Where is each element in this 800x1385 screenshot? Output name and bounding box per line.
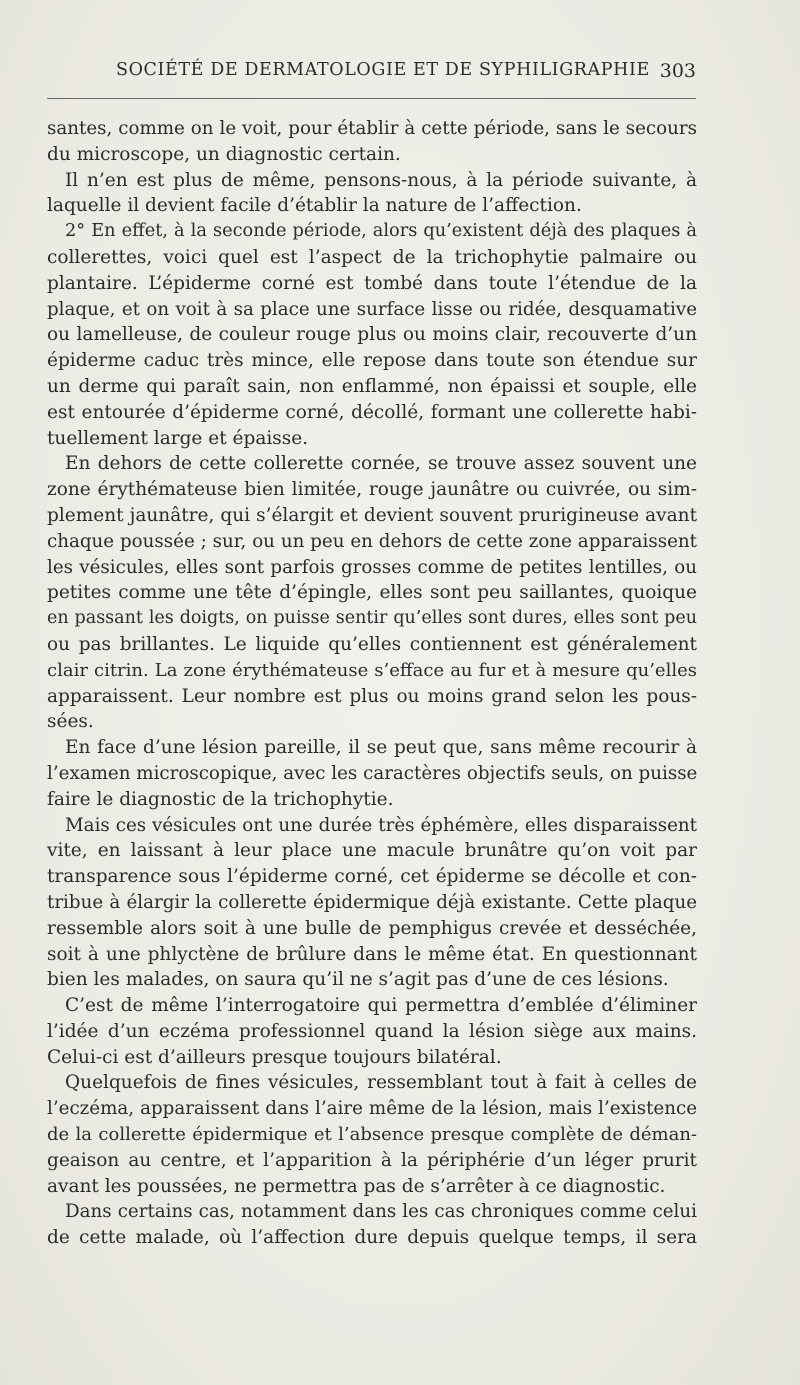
text-line: santes, comme on le voit, pour établir à cette période, sans le secours xyxy=(47,118,697,139)
text-line: plantaire. L’épiderme corné est tombé dans toute l’étendue de la xyxy=(47,272,697,294)
text-line: de cette malade, où l’affection dure depuis quelque temps, il sera xyxy=(47,1227,697,1249)
text-line: soit à une phlyctène de brûlure dans le même état. En questionnant xyxy=(47,943,697,965)
text-line: ou pas brillantes. Le liquide qu’elles contiennent est généralement xyxy=(47,633,697,655)
text-line: faire le diagnostic de la trichophytie. xyxy=(47,788,394,810)
text-line: est entourée d’épiderme corné, décollé, formant une collerette habi- xyxy=(47,401,697,423)
text-line: de la collerette épidermique et l’absence presque complète de déman- xyxy=(47,1124,697,1146)
text-line: apparaissent. Leur nombre est plus ou moins grand selon les pous- xyxy=(47,685,697,707)
text-line: Celui-ci est d’ailleurs presque toujours bilatéral. xyxy=(47,1046,502,1068)
header-rule xyxy=(47,98,696,99)
text-line: petites comme une tête d’épingle, elles sont peu saillantes, quoique xyxy=(47,582,697,604)
text-line: bien les malades, on saura qu’il ne s’agit pas d’une de ces lésions. xyxy=(47,969,669,991)
text-line: clair citrin. La zone érythémateuse s’efface au fur et à mesure qu’elles xyxy=(47,659,697,681)
text-line: l’examen microscopique, avec les caractères objectifs seuls, on puisse xyxy=(47,762,698,784)
page-number: 303 xyxy=(659,60,696,82)
text-line: Dans certains cas, notamment dans les cas chroniques comme celui xyxy=(65,1201,697,1223)
text-line: Quelquefois de fines vésicules, ressemblant tout à fait à celles de xyxy=(65,1072,697,1094)
text-line: plaque, et on voit à sa place une surface lisse ou ridée, desquamative xyxy=(47,298,697,320)
text-line: les vésicules, elles sont parfois grosses comme de petites lentilles, ou xyxy=(47,556,697,578)
text-line: épiderme caduc très mince, elle repose dans toute son étendue sur xyxy=(47,350,697,372)
text-line: tuellement large et épaisse. xyxy=(47,427,309,449)
text-line: En dehors de cette collerette cornée, se trouve assez souvent une xyxy=(65,453,697,475)
page-header xyxy=(116,60,696,88)
text-line: vite, en laissant à leur place une macule brunâtre qu’on voit par xyxy=(47,840,697,862)
text-line: 2° En effet, à la seconde période, alors qu’existent déjà des plaques à xyxy=(65,221,697,242)
text-line: collerettes, voici quel est l’aspect de la trichophytie palmaire ou xyxy=(47,246,697,268)
text-line: geaison au centre, et l’apparition à la périphérie d’un léger prurit xyxy=(47,1149,697,1171)
text-line: un derme qui paraît sain, non enflammé, non épaissi et souple, elle xyxy=(47,375,697,397)
text-line: l’idée d’un eczéma professionnel quand la lésion siège aux mains. xyxy=(47,1020,697,1042)
body-text xyxy=(47,116,697,1251)
text-line: ressemble alors soit à une bulle de pemphigus crevée et desséchée, xyxy=(47,917,697,939)
text-line: En face d’une lésion pareille, il se peut que, sans même recourir à xyxy=(65,737,697,759)
text-line: sées. xyxy=(47,711,94,733)
text-line: C’est de même l’interrogatoire qui permettra d’emblée d’éliminer xyxy=(65,995,697,1017)
text-line: zone érythémateuse bien limitée, rouge jaunâtre ou cuivrée, ou sim- xyxy=(47,479,697,501)
text-line: en passant les doigts, on puisse sentir qu’elles sont dures, elles sont peu xyxy=(47,608,697,629)
text-line: transparence sous l’épiderme corné, cet épiderme se décolle et con- xyxy=(47,866,697,888)
text-line: tribue à élargir la collerette épidermique déjà existante. Cette plaque xyxy=(47,891,697,913)
text-line: chaque poussée ; sur, ou un peu en dehors de cette zone apparaissent xyxy=(47,530,697,552)
text-line: l’eczéma, apparaissent dans l’aire même de la lésion, mais l’existence xyxy=(47,1098,697,1120)
text-line: Il n’en est plus de même, pensons-nous, à la période suivante, à xyxy=(65,169,697,191)
text-line: avant les poussées, ne permettra pas de s’arrêter à ce diagnostic. xyxy=(47,1175,666,1197)
running-title: SOCIÉTÉ DE DERMATOLOGIE ET DE SYPHILIGRAPHIE xyxy=(116,60,650,80)
text-line: ou lamelleuse, de couleur rouge plus ou moins clair, recouverte d’un xyxy=(47,324,697,346)
text-line: du microscope, un diagnostic certain. xyxy=(47,143,401,165)
text-line: plement jaunâtre, qui s’élargit et devient souvent prurigineuse avant xyxy=(47,504,697,526)
text-line: laquelle il devient facile d’établir la nature de l’affection. xyxy=(47,195,582,217)
text-line: Mais ces vésicules ont une durée très éphémère, elles disparaissent xyxy=(65,814,697,836)
